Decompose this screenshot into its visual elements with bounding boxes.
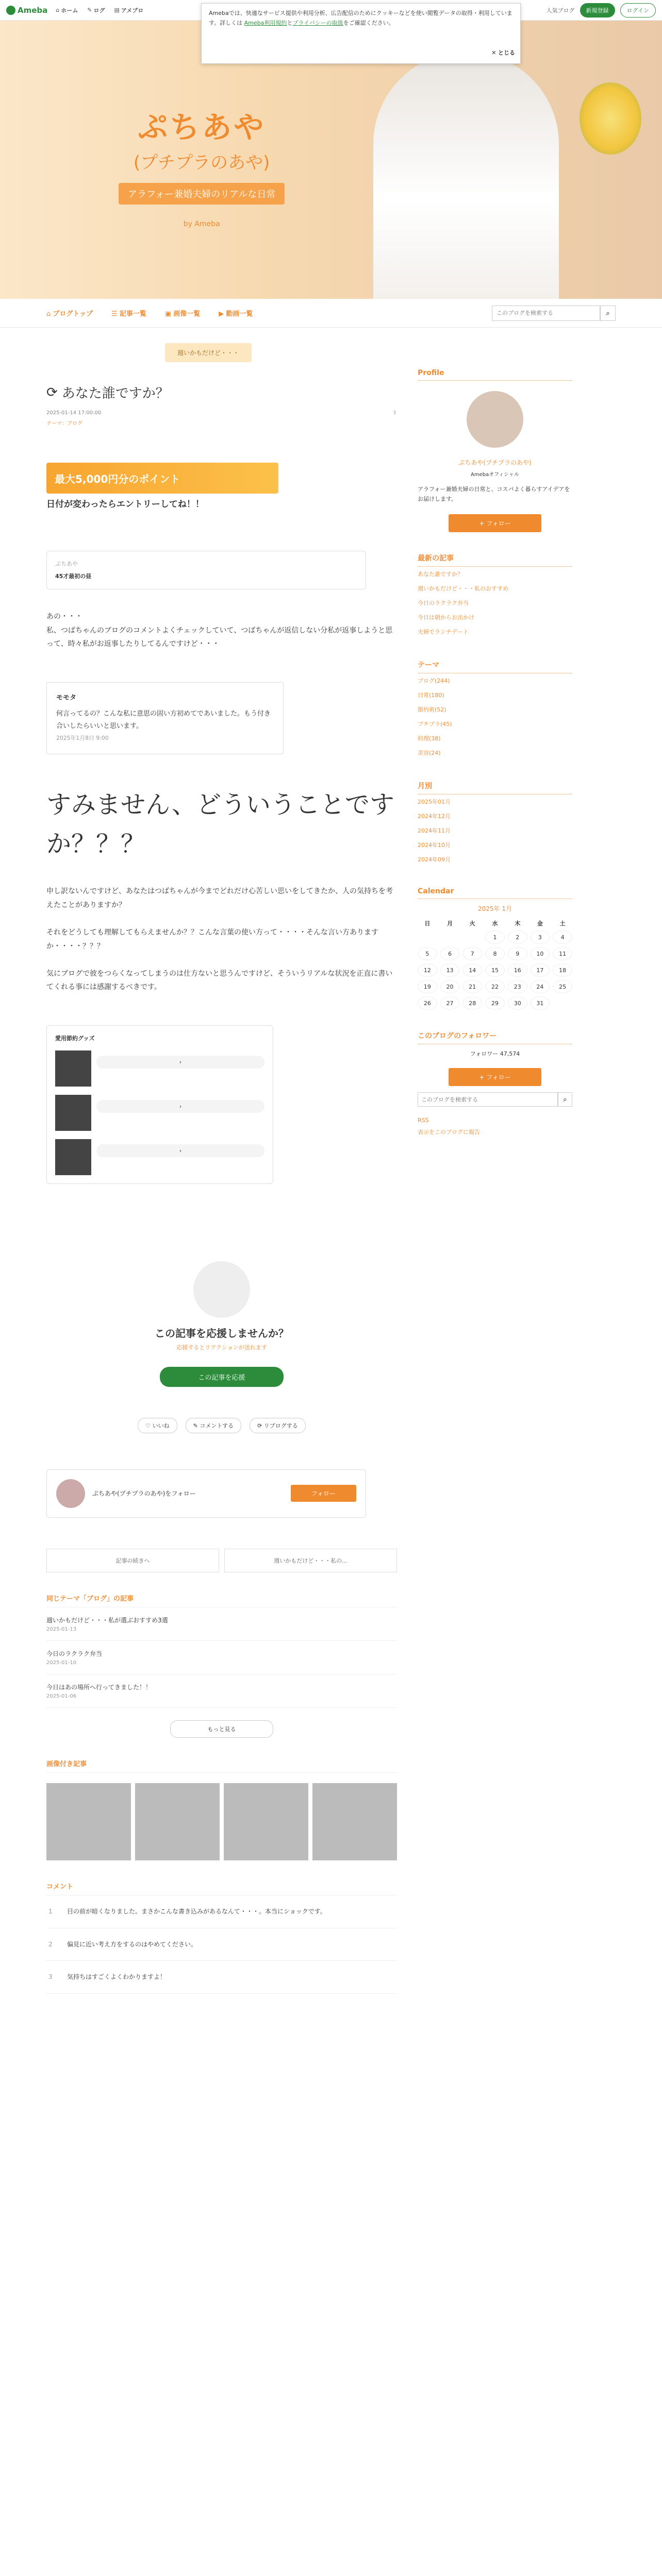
calendar-day[interactable]: 18 [553,963,572,977]
shop-item-button[interactable]: › [96,1100,264,1113]
month-item[interactable]: 2025年01月 [418,799,451,806]
calendar-day[interactable]: 22 [485,980,505,993]
product-image [55,1095,91,1131]
login-button[interactable]: ログイン [620,3,656,18]
search-icon[interactable]: ⌕ [558,1092,572,1107]
quote-author: モモタ [56,693,77,702]
list-item[interactable]: 今日はあの場所へ行ってきました！！ 2025-01-06 [46,1674,397,1708]
share-icon[interactable]: ⇪ [392,410,397,416]
embed-title: 45才最初の昼 [55,572,92,580]
sidebar [418,328,572,1994]
avatar [56,1479,85,1508]
theme-item[interactable]: 日常(180) [418,692,444,699]
list-item[interactable]: 今日のラクラク弁当 2025-01-10 [46,1641,397,1674]
calendar-day[interactable]: 25 [553,980,572,993]
ameba-logo-icon [6,6,15,15]
calendar-day[interactable]: 8 [485,947,505,960]
calendar-day[interactable]: 6 [440,947,460,960]
recent-item[interactable]: あなた誰ですか？ [418,571,463,578]
calendar-day[interactable]: 15 [485,963,505,977]
article-theme[interactable]: テーマ：ブログ [46,421,82,427]
list-item[interactable]: 週いかもだけど・・・私が選ぶおすすめ3選 2025-01-13 [46,1607,397,1641]
calendar-day[interactable]: 14 [462,963,482,977]
quote-text: 何言ってるの？こんな私に意思の固い方初めてであいました。もう付き合いしたらいいと思います。 [56,710,271,730]
nav-image-list[interactable]: ▣ 画像一覧 [164,310,201,318]
register-button[interactable]: 新規登録 [580,3,615,18]
calendar-day[interactable]: 5 [418,947,437,960]
nav-home[interactable]: ⌂ ホーム [56,7,78,14]
blog-nav [0,299,662,328]
blog-title-sub: (プチプラのあや) [133,152,270,173]
blog-search [492,306,616,321]
like-button[interactable]: ♡ いいね [138,1418,177,1433]
embedded-blog-card[interactable] [46,551,366,589]
prev-article-chip[interactable]: 週いかもだけど・・・ [165,343,252,362]
theme-item[interactable]: 美容(24) [418,750,441,757]
shop-title: 愛用節約グッズ [55,1035,95,1042]
nav-blog-top[interactable]: ⌂ ブログトップ [46,310,93,318]
banner-caption: 日付が変わったらエントリーしてね！！ [46,499,204,510]
image-articles [46,1783,397,1860]
support-section [46,1261,397,1387]
refresh-icon: ⟳ [46,384,58,400]
cookie-close-button[interactable]: ✕ とじる [491,49,515,57]
sidebar-follow-button[interactable]: + フォロー [449,514,541,532]
calendar-day[interactable]: 10 [531,947,550,960]
calendar-day[interactable]: 9 [508,947,527,960]
calendar-day[interactable]: 19 [418,980,437,993]
calendar-day[interactable]: 12 [418,963,437,977]
calendar-day[interactable]: 27 [440,996,460,1010]
calendar-day[interactable]: 29 [485,996,505,1010]
support-link[interactable]: 応援するとリアクションが送れます [176,1344,267,1351]
paragraph: 申し訳ないんですけど、あなたはつばちゃんが今までどれだけ心苦しい思いをしてきたか、人の気持ちを考えたことがありますか？ [46,887,393,909]
comments-heading: コメント [46,1881,397,1895]
support-title: この記事を応援しませんか？ [155,1327,289,1340]
nav-log[interactable]: ✎ ログ [87,7,105,14]
month-item[interactable]: 2024年09月 [418,856,451,863]
nav-ameblo[interactable]: ▤ アメブロ [114,7,144,14]
month-heading: 月別 [418,781,572,794]
recent-item[interactable]: 今日は朝からお出かけ [418,614,474,621]
quote-date: 2025年1月8日 9:00 [56,735,109,742]
privacy-link[interactable]: プライバシーの取扱 [292,19,343,26]
shop-widget [46,1025,273,1184]
blog-title: ぷちあや [138,110,266,145]
calendar-day[interactable]: 1 [485,930,505,944]
comment: 2 偏見に近い考え方をするのはやめてください。 [46,1928,397,1961]
theme-item[interactable]: 料理(38) [418,735,441,742]
calendar-blank [462,930,482,944]
calendar-day[interactable]: 16 [508,963,527,977]
support-button[interactable]: この記事を応援 [160,1367,284,1387]
rss-link[interactable]: RSS [418,1117,429,1124]
article-pager [46,1549,397,1572]
recent-item[interactable]: 夫婦でランチデート [418,629,469,636]
comment: 1 目の前が暗くなりました。まさかこんな書き込みがあるなんて・・・。本当にショックです。 [46,1895,397,1928]
thumbnail[interactable] [312,1783,397,1860]
calendar-day[interactable]: 2 [508,930,527,944]
profile-name[interactable]: ぷちあや(プチプラのあや) [458,459,532,466]
blog-subtitle: アラフォー兼婚夫婦のリアルな日常 [119,183,285,205]
calendar-day[interactable]: 31 [531,996,550,1010]
quoted-comment [46,682,284,754]
profile-bio: アラフォー兼婚夫婦の日常と、コスパよく暮らすアイデアをお届けします。 [418,486,570,502]
sidebar-follow-button-2[interactable]: + フォロー [449,1068,541,1086]
month-item[interactable]: 2024年11月 [418,827,451,835]
nav-video-list[interactable]: ▶ 動画一覧 [219,310,253,318]
paragraph: 気にブログで彼をつらくなってしまうのは仕方ないと思うんですけど、そういうリアルな状況を正直に書いてくれる事には感謝するべきです。 [46,969,393,992]
shop-item-button[interactable]: › [96,1144,264,1157]
calendar-day[interactable]: 28 [462,996,482,1010]
emphasis-text: すみません、どういうことですか？？？ [46,790,394,859]
cookie-banner: Amebaでは、快適なサービス提供や利用分析、広告配信のためにクッキーなどを使い閲覧データの取得・利用しています。詳しくは Ameba利用規約とプライバシーの取扱をご確認ください。 ✕ とじる [201,3,521,64]
paragraph: あの・・・ [46,613,82,621]
reaction-bar [46,1418,397,1433]
calendar-day[interactable]: 3 [531,930,550,944]
calendar-day[interactable]: 4 [553,930,572,944]
thumbnail[interactable] [135,1783,220,1860]
recent-heading: 最新の記事 [418,553,572,567]
theme-item[interactable]: 節約術(52) [418,706,446,714]
calendar-day[interactable]: 23 [508,980,527,993]
article-date: 2025-01-14 17:00:00 [46,410,102,416]
report-link[interactable]: 表示をこのブログに報告 [418,1129,480,1136]
profile-heading: Profile [418,369,572,381]
prev-article-link[interactable]: 記事の続きへ [46,1549,219,1572]
global-header [0,0,662,57]
calendar-day[interactable]: 24 [531,980,550,993]
search-icon[interactable]: ⌕ [600,306,616,321]
follow-button[interactable]: フォロー [291,1485,356,1502]
recent-item[interactable]: 今日のラクラク弁当 [418,600,469,607]
profile-avatar[interactable] [467,391,523,448]
reblog-button[interactable]: ⟳ リブログする [250,1418,306,1433]
thumbnail[interactable] [224,1783,308,1860]
shop-item-button[interactable]: › [96,1056,264,1069]
comment-button[interactable]: ✎ コメントする [186,1418,241,1433]
product-image [55,1139,91,1175]
product-image [55,1050,91,1087]
couple-photo [373,52,559,299]
calendar-heading: Calendar [418,887,572,899]
thumbnail[interactable] [46,1783,131,1860]
point-banner[interactable]: 最大5,000円分のポイント [46,463,278,494]
shop-item[interactable] [55,1095,264,1131]
calendar-blank [418,930,437,944]
calendar-day[interactable]: 11 [553,947,572,960]
follower-count: フォロワー 47,574 [470,1050,520,1058]
nav-entry-list[interactable]: ☰ 記事一覧 [111,310,146,318]
shop-item[interactable] [55,1050,264,1087]
theme-item[interactable]: プチプラ(45) [418,721,452,728]
calendar-day[interactable]: 26 [418,996,437,1010]
next-article-link[interactable]: 週いかもだけど・・・私の... [224,1549,397,1572]
calendar-day[interactable]: 20 [440,980,460,993]
support-illustration [193,1261,250,1318]
shop-item[interactable] [55,1139,264,1175]
by-ameba: by Ameba [183,220,220,228]
ameba-logo[interactable]: Ameba [6,6,47,15]
recent-item[interactable]: 週いかもだけど・・・私のおすすめ [418,585,509,592]
calendar: 日 月 火 水 木 金 土 1 2 3 4 5 6 7 8 9 10 11 12 13 14 15 16 17 18 19 20 21 22 23 24 25 26 27 28 29 30 31 [418,919,572,1010]
calendar-day[interactable]: 7 [462,947,482,960]
calendar-blank [440,930,460,944]
terms-link[interactable]: Ameba利用規約 [244,19,287,26]
follow-card-name: ぷちあや(プチプラのあや)をフォロー [92,1490,196,1498]
same-theme-heading: 同じテーマ「ブログ」の記事 [46,1593,397,1607]
embed-label: ぷちあや [55,561,78,567]
calendar-title: 2025年 1月 [478,905,512,913]
official-badge: Amebaオフィシャル [471,472,519,478]
paragraph: 私、つばちゃんのブログのコメントよくチェックしていて、つばちゃんが返信しない分私が返事しようと思って、時々私がお返事したりしてるんですけど・・・ [46,626,393,649]
calendar-day[interactable]: 21 [462,980,482,993]
blog-search-input[interactable] [492,306,600,321]
month-item[interactable]: 2024年12月 [418,813,451,820]
calendar-day[interactable]: 17 [531,963,550,977]
global-nav [56,6,143,14]
theme-heading: テーマ [418,659,572,673]
more-button[interactable]: もっと見る [170,1720,273,1738]
follow-card [46,1469,366,1518]
calendar-day[interactable]: 13 [440,963,460,977]
comment: 3 気持ちはすごくよくわかりますよ！ [46,1961,397,1994]
popular-blog-link[interactable]: 人気ブログ [546,7,575,14]
article-title: ⟳ あなた誰ですか？ [46,384,169,401]
theme-item[interactable]: ブログ(244) [418,677,450,685]
calendar-day[interactable]: 30 [508,996,527,1010]
sidebar-search [418,1092,572,1107]
followers-heading: このブログのフォロワー [418,1030,572,1044]
article-column [46,328,397,1994]
bouquet-photo [580,82,641,155]
sidebar-search-input[interactable] [418,1092,558,1107]
month-item[interactable]: 2024年10月 [418,842,451,849]
paragraph: それをどうしても理解してもらえませんか？？こんな言葉の使い方って・・・・そんな言い方ありますか・・・・？？？ [46,928,378,951]
image-articles-heading: 画像付き記事 [46,1758,397,1773]
